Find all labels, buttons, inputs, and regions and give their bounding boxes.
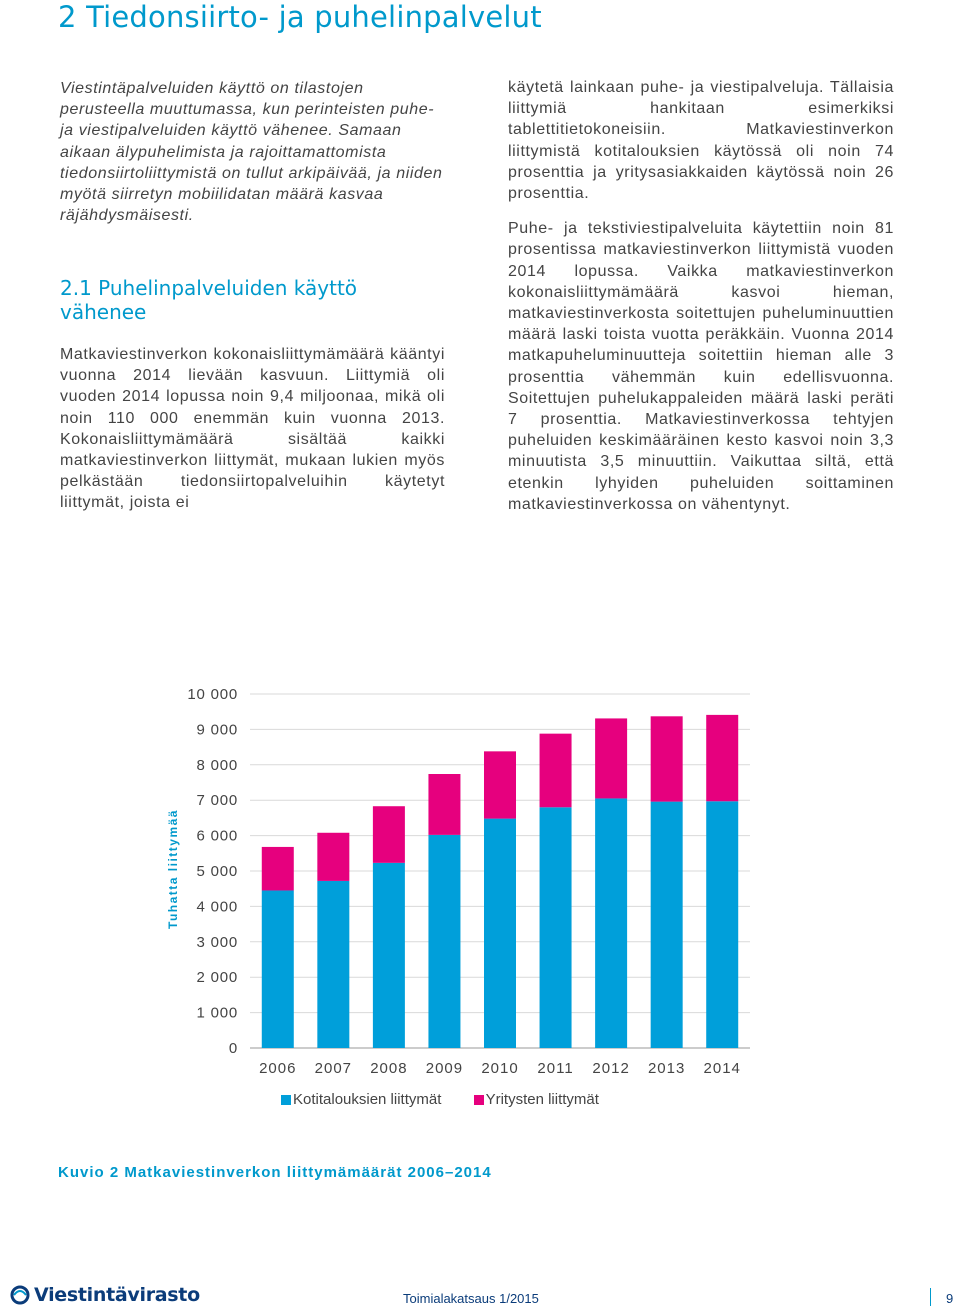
x-tick-label: 2013 [647, 1060, 686, 1077]
bar-businesses [595, 718, 627, 798]
legend-label-businesses: Yritysten liittymät [485, 1091, 599, 1108]
x-tick-label: 2006 [259, 1060, 297, 1077]
bar-businesses [540, 734, 572, 808]
right-paragraph-1: käytetä lainkaan puhe- ja viestipalveluja. Tällaisia liittymiä hankitaan esimerkiksi tablettitietokoneisiin. Matkaviestinverkon liittymistä kotitalouksien käytössä oli noin 74 prosenttia ja yritysasiakkaiden käytössä noin 26 prosenttia. [508, 79, 894, 203]
bar-households [373, 863, 405, 1048]
bar-businesses [428, 774, 460, 835]
x-tick-label: 2014 [703, 1060, 741, 1077]
bar-businesses [651, 716, 683, 801]
right-column [508, 77, 894, 515]
intro-paragraph: Viestintäpalveluiden käyttö on tilastojen perusteella muuttumassa, kun perinteisten puhe- ja viestipalveluiden käyttö vähenee. Samaan aikaan älypuhelimista ja rajoittamattomista tiedonsiirtoliittymistä on tullut arkipäivää, ja niiden myötä siirretyn mobiilidatan määrä kasvaa räjähdysmäisesti. [60, 80, 443, 225]
bar-households [262, 890, 294, 1048]
x-tick-label: 2009 [425, 1060, 464, 1077]
bar-households [428, 835, 460, 1048]
bar-businesses [706, 715, 738, 801]
legend-label-households: Kotitalouksien liittymät [293, 1091, 442, 1108]
y-tick-label: 3 000 [196, 933, 238, 951]
bar-businesses [317, 833, 349, 881]
x-tick-label: 2012 [592, 1060, 630, 1077]
bar-households [317, 881, 349, 1048]
logo-mark-icon [10, 1285, 30, 1305]
y-tick-label: 7 000 [196, 792, 238, 810]
chart-legend [281, 1091, 627, 1109]
y-tick-labels [187, 686, 238, 1057]
x-tick-label: 2007 [314, 1060, 353, 1077]
x-tick-label: 2010 [481, 1060, 519, 1077]
right-paragraph-2: Puhe- ja tekstiviestipalveluita käytettiin noin 81 prosentissa matkaviestinverkon liittymistä vuoden 2014 lopussa. Vaikka matkaviestinverkon kokonaisliittymämäärä kasvoi hieman, matkaviestinverkosta soitettujen puheluminuuttien määrä laski toista vuotta peräkkäin. Vuonna 2014 matkapuheluminuutteja soitettiin hieman alle 3 prosenttia vähemmän kuin edellisvuonna. Soitettujen puhelukappaleiden määrä laski peräti 7 prosenttia. Matkaviestinverkossa tehtyjen puheluiden keskimääräinen kesto kasvoi noin 3,3 minuutista 3,5 minuuttiin. Vaikuttaa siltä, että etenkin lyhyiden puheluiden soittaminen matkaviestinverkossa on vähentynyt. [508, 220, 894, 513]
y-tick-label: 6 000 [196, 827, 238, 845]
y-tick-label: 0 [228, 1040, 238, 1057]
left-body-paragraph: Matkaviestinverkon kokonaisliittymämäärä kääntyi vuonna 2014 lievään kasvuun. Liittymiä oli vuoden 2014 lopussa noin 9,4 miljoonaa, mikä oli noin 110 000 enemmän kuin vuonna 2013. Kokonaisliittymämäärä sisältää kaikki matkaviestinverkon liittymät, mukaan lukien myös pelkästään tiedonsiirtopalveluihin käytetyt liittymät, joista ei [60, 346, 445, 512]
logo-text: Viestintävirasto [34, 1284, 200, 1306]
y-tick-label: 10 000 [187, 686, 238, 703]
x-tick-label: 2011 [537, 1060, 574, 1077]
x-tick-labels [259, 1060, 741, 1077]
y-tick-label: 8 000 [196, 756, 238, 774]
bar-businesses [373, 806, 405, 863]
legend-item-businesses [474, 1091, 599, 1108]
footer-divider [930, 1288, 931, 1306]
legend-swatch-businesses [474, 1095, 484, 1105]
bar-households [706, 801, 738, 1048]
y-tick-label: 2 000 [196, 969, 238, 987]
bar-households [595, 798, 627, 1048]
bar-households [651, 802, 683, 1048]
y-tick-label: 4 000 [196, 898, 238, 916]
y-tick-label: 9 000 [196, 721, 238, 739]
y-tick-label: 1 000 [196, 1004, 238, 1022]
bar-households [484, 819, 516, 1048]
viestintavirasto-logo [10, 1284, 200, 1306]
legend-item-households [281, 1091, 441, 1108]
x-tick-label: 2008 [370, 1060, 408, 1077]
y-tick-label: 5 000 [196, 863, 238, 880]
section-heading: 2.1 Puhelinpalveluiden käyttö vähenee [60, 276, 358, 324]
footer-publication: Toimialakatsaus 1/2015 [403, 1291, 539, 1306]
legend-swatch-households [281, 1095, 291, 1105]
bar-households [540, 807, 572, 1048]
bar-businesses [262, 847, 294, 891]
subscriptions-chart [150, 680, 760, 1085]
figure-caption: Kuvio 2 Matkaviestinverkon liittymämäärät 2006–2014 [58, 1164, 492, 1181]
bar-businesses [484, 751, 516, 818]
page-number: 9 [946, 1291, 954, 1306]
y-axis-label: Tuhatta liittymää [166, 809, 180, 929]
page-title: 2 Tiedonsiirto- ja puhelinpalvelut [58, 0, 542, 34]
